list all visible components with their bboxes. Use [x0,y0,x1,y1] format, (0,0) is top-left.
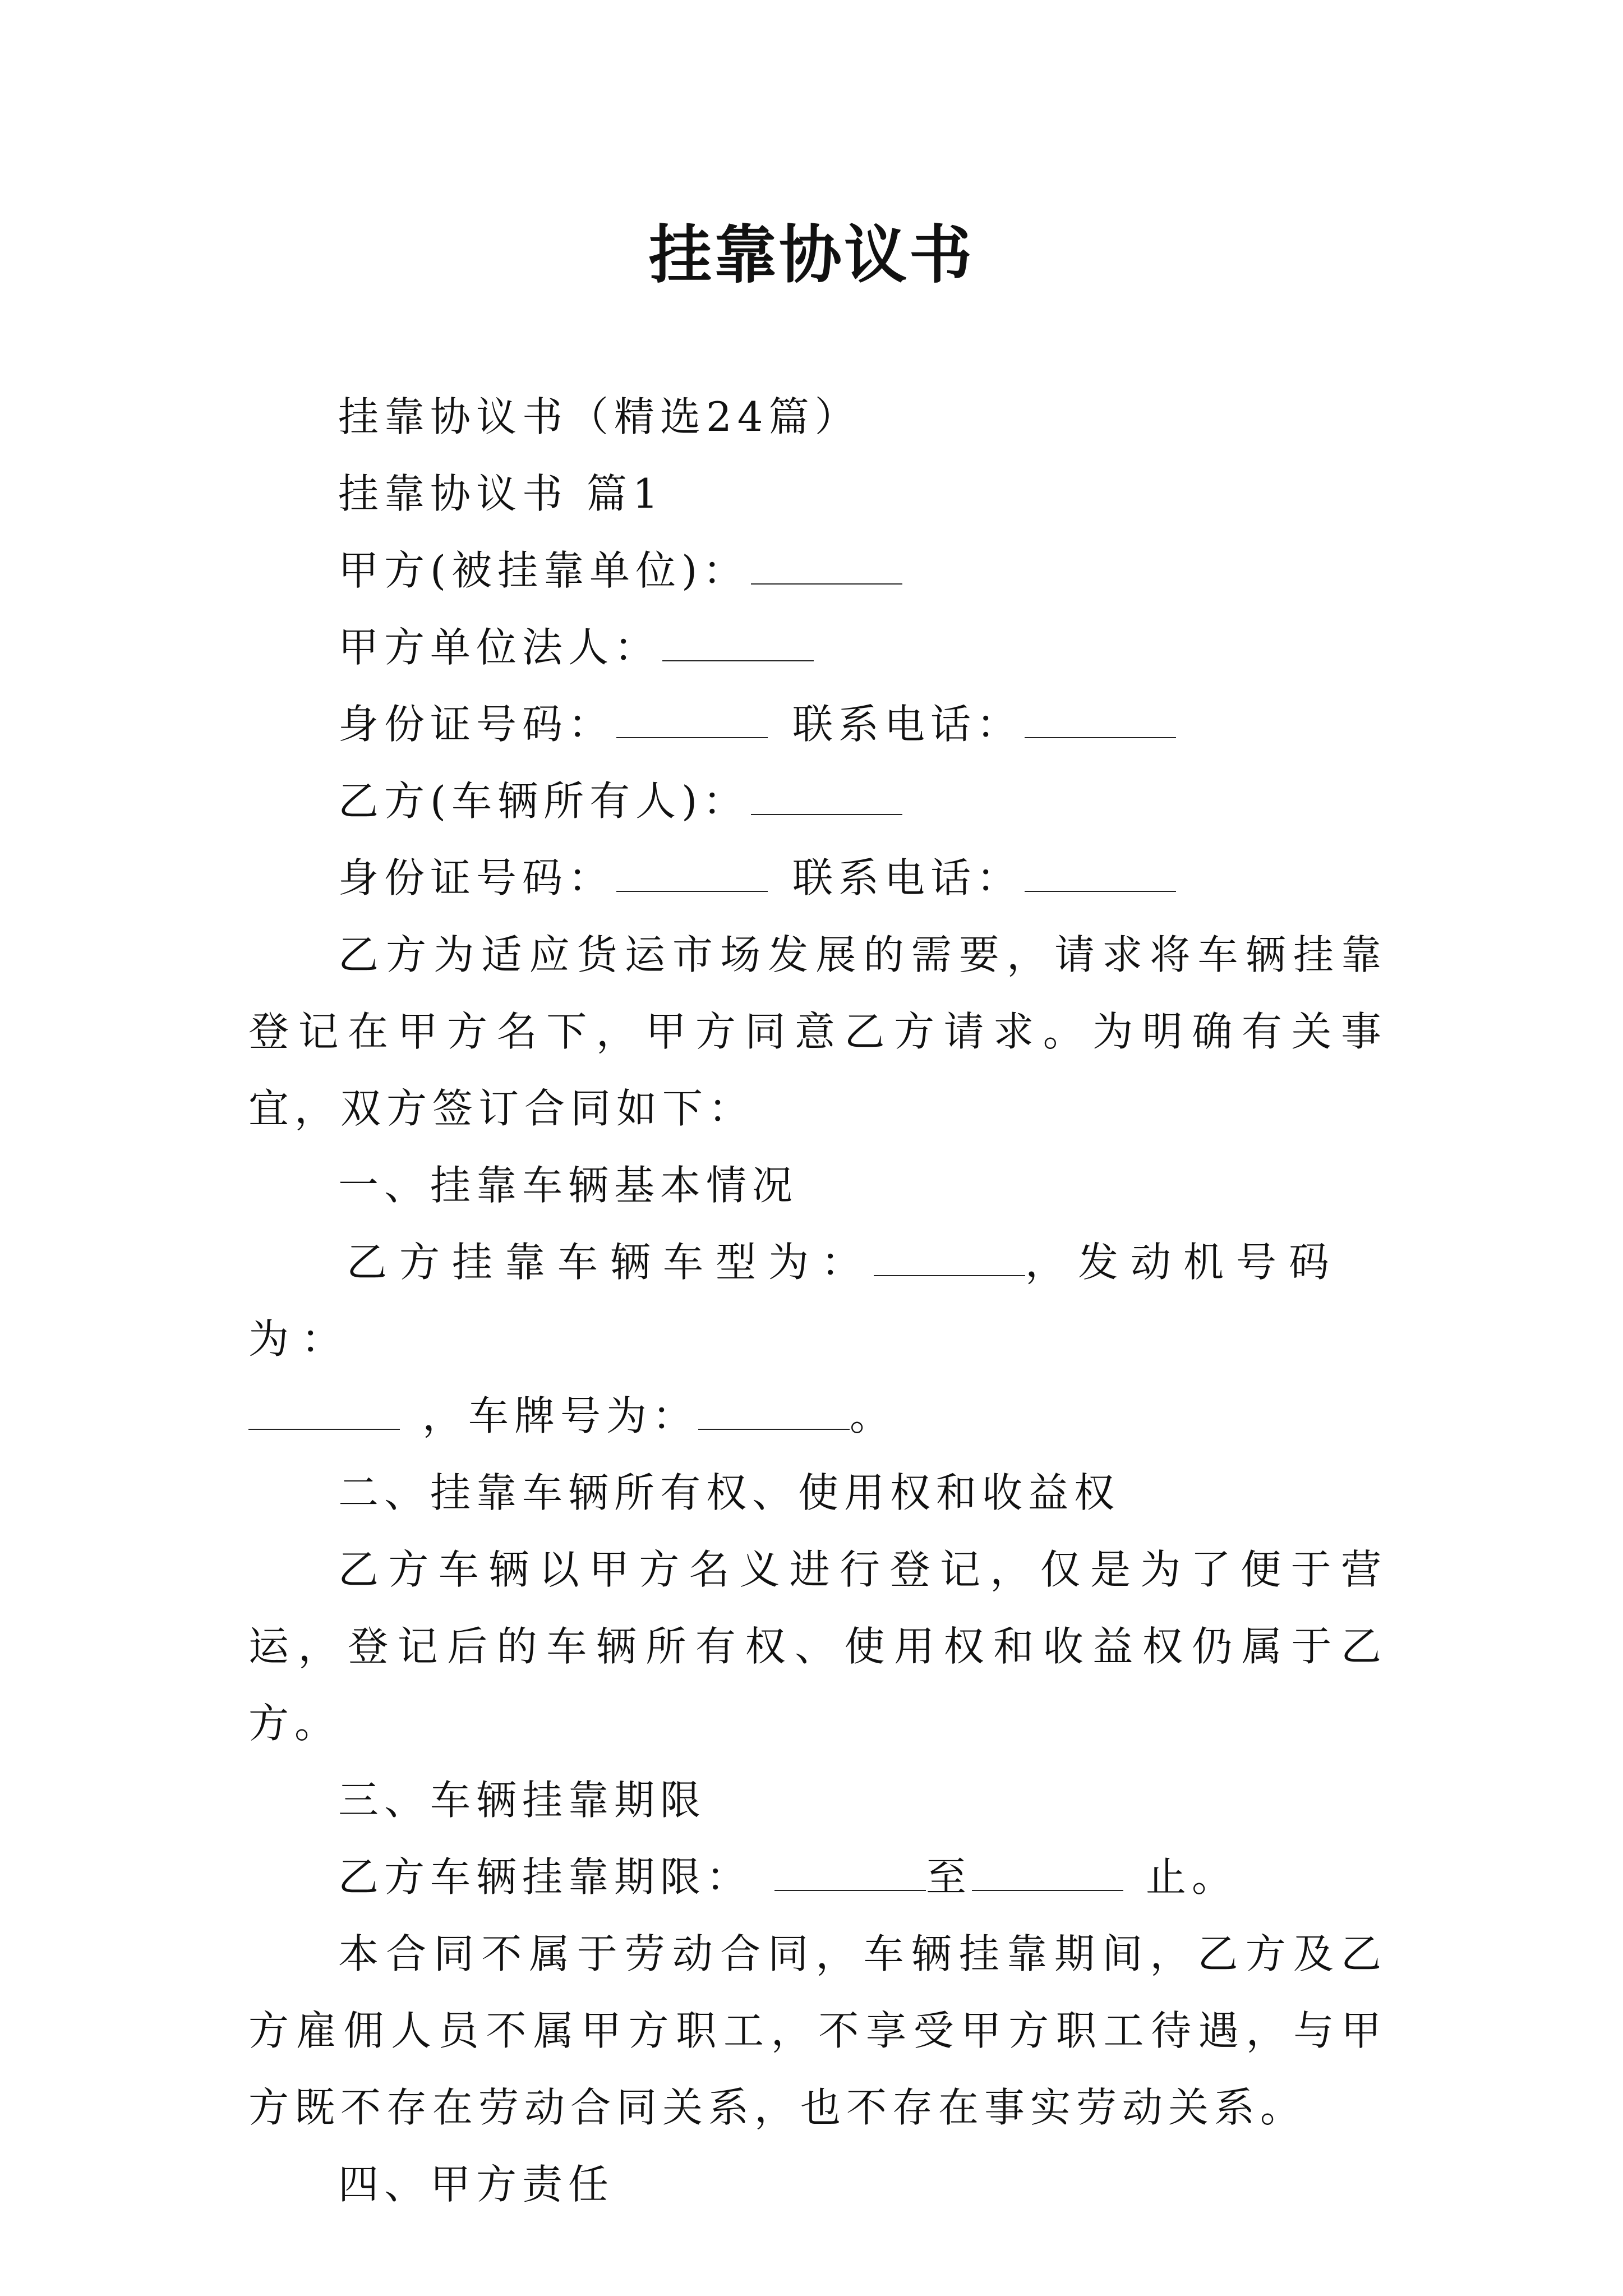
id-label: 身份证号码： [338,701,615,748]
period-to: 至 [926,1853,972,1901]
section-2-text: 乙方车辆以甲方名义进行登记，仅是为了便于营运，登记后的车辆所有权、使用权和收益权仍属于乙方。 [248,1546,1387,1747]
party-b-contact-line [248,840,1387,917]
vehicle-type-blank [874,1264,1025,1276]
id-label: 身份证号码： [338,854,615,901]
section-1-heading: 一、挂靠车辆基本情况 [338,1162,799,1209]
party-b-label: 乙方(车辆所有人)： [338,777,749,825]
section-4-heading: 四、甲方责任 [338,2161,615,2208]
document-body [248,379,1387,2223]
section-1-line-1 [248,1224,1387,1378]
section-3-text: 本合同不属于劳动合同，车辆挂靠期间，乙方及乙方雇佣人员不属甲方职工，不享受甲方职工待遇，与甲方既不存在劳动合同关系，也不存在事实劳动关系。 [248,1930,1387,2131]
subtitle: 挂靠协议书（精选24篇） [338,393,861,440]
phone-blank [1025,880,1176,892]
section-1-end: 。 [850,1392,896,1439]
id-blank [616,726,768,738]
period-end-blank [972,1879,1123,1891]
party-b-blank [751,803,902,815]
section-2-heading: 二、挂靠车辆所有权、使用权和收益权 [338,1469,1121,1516]
period-start-blank [774,1879,926,1891]
period-label: 乙方车辆挂靠期限： [338,1853,753,1901]
id-blank [616,880,768,892]
document-title: 挂靠协议书 [649,219,974,292]
section-3-heading: 三、车辆挂靠期限 [338,1777,707,1824]
party-a-legal-blank [662,649,814,661]
party-a-contact-line [248,686,1387,763]
party-a-legal-line [248,609,1387,686]
engine-number-blank [248,1418,400,1430]
party-a-blank [751,572,902,585]
party-a-label: 甲方(被挂靠单位)： [338,547,749,594]
plate-blank [698,1418,850,1430]
phone-label: 联系电话： [792,854,1023,901]
period-end: 止。 [1146,1853,1238,1901]
party-a-line [248,532,1387,609]
vehicle-type-label: 乙方挂靠车辆车型为： [347,1239,874,1286]
engine-number-label: ，发动机号码为： [248,1239,1342,1363]
intro-paragraph: 乙方为适应货运市场发展的需要，请求将车辆挂靠登记在甲方名下，甲方同意乙方请求。为明确有关事宜，双方签订合同如下： [248,931,1387,1132]
party-a-legal-label: 甲方单位法人： [338,624,661,671]
party-b-line [248,763,1387,840]
phone-label: 联系电话： [792,701,1023,748]
plate-label: ，车牌号为： [422,1392,699,1439]
phone-blank [1025,726,1176,738]
chapter-heading: 挂靠协议书 篇1 [338,470,664,517]
section-3-period-line [248,1839,1387,1916]
section-1-line-2 [248,1378,1387,1455]
